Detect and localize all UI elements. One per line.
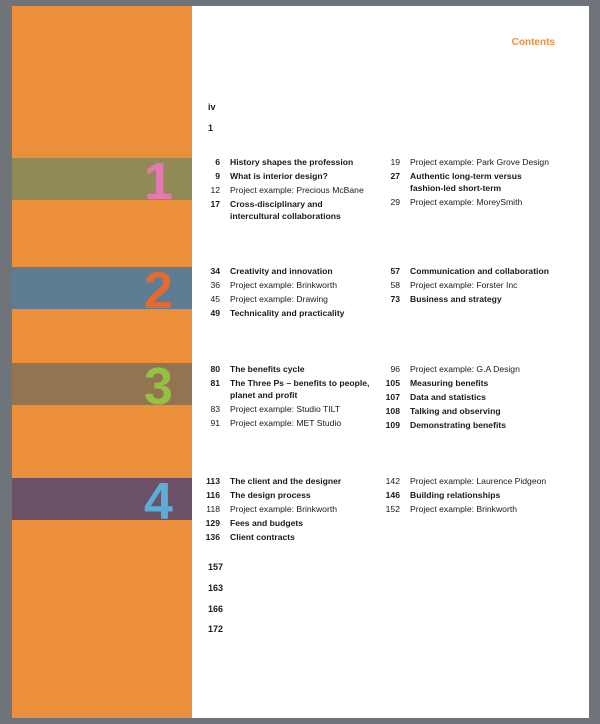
toc-label-index[interactable]: Index bbox=[552, 602, 581, 614]
toc-entry[interactable]: 118 Project example: Brinkworth bbox=[206, 504, 337, 514]
toc-label-image-credits[interactable]: Image credits bbox=[510, 622, 581, 634]
toc-label-bibliography[interactable]: Bibliography bbox=[513, 581, 581, 593]
chapter-4-entries-left bbox=[198, 475, 370, 545]
toc-label-about[interactable]: About the author & Acknowledgements bbox=[477, 88, 581, 113]
chapter-numeral-2: 2 bbox=[144, 262, 172, 320]
toc-entry[interactable]: 27 Authentic long-term versus fashion-led short-term bbox=[390, 171, 522, 193]
chapter-2-entries-left bbox=[198, 265, 370, 321]
toc-entry[interactable]: 107 Data and statistics bbox=[385, 392, 486, 402]
chapter-title-1[interactable]: Defining Interiors bbox=[489, 141, 581, 153]
toc-entry[interactable]: 105 Measuring benefits bbox=[385, 378, 489, 388]
toc-entry[interactable]: 81 The Three Ps – benefits to people, planet and profit bbox=[210, 378, 370, 400]
toc-entry[interactable]: 58 Project example: Forster Inc bbox=[390, 280, 518, 290]
page-title: Contents bbox=[511, 37, 555, 48]
toc-entry[interactable]: 49 Technicality and practicality bbox=[210, 308, 345, 318]
toc-entry[interactable]: 129 Fees and budgets bbox=[205, 518, 304, 528]
toc-entry[interactable]: 108 Talking and observing bbox=[385, 406, 501, 416]
chapter-title-3[interactable]: The Benefits of Interior Design bbox=[420, 336, 581, 348]
toc-entry[interactable]: 73 Business and strategy bbox=[390, 294, 502, 304]
toc-entry[interactable]: 36 Project example: Brinkworth bbox=[210, 280, 337, 290]
toc-entry[interactable]: 9 What is interior design? bbox=[215, 171, 328, 181]
toc-entry[interactable]: 91 Project example: MET Studio bbox=[210, 418, 342, 428]
toc-page-bibliography: 163 bbox=[208, 583, 224, 593]
chapter-3-entries-right bbox=[378, 363, 550, 433]
contents-page bbox=[12, 6, 589, 718]
chapter-1-entries-right bbox=[378, 156, 550, 210]
chapter-title-2[interactable]: The Toolkit bbox=[523, 251, 581, 263]
toc-entry[interactable]: 116 The design process bbox=[206, 490, 311, 500]
toc-entry[interactable]: 136 Client contracts bbox=[205, 532, 295, 542]
toc-entry[interactable]: 80 The benefits cycle bbox=[210, 364, 305, 374]
toc-entry[interactable]: 6 History shapes the profession bbox=[215, 157, 354, 167]
toc-page-image-credits: 172 bbox=[208, 624, 224, 634]
chapter-numeral-3: 3 bbox=[144, 358, 172, 416]
chapter-title-4[interactable]: The Client-Designer Relationship bbox=[477, 444, 581, 469]
toc-label-end-notes[interactable]: End Notes bbox=[526, 560, 581, 572]
toc-entry[interactable]: 12 Project example: Precious McBane bbox=[210, 185, 364, 195]
chapter-3-entries-left bbox=[198, 363, 370, 431]
chapter-1-entries-left bbox=[198, 156, 370, 224]
toc-entry[interactable]: 45 Project example: Drawing bbox=[210, 294, 328, 304]
chapter-numeral-1: 1 bbox=[144, 153, 172, 211]
toc-entry[interactable]: 146 Building relationships bbox=[385, 490, 501, 500]
chapter-4-entries-right bbox=[378, 475, 550, 517]
toc-entry[interactable]: 109 Demonstrating benefits bbox=[385, 420, 506, 430]
toc-page-about: iv bbox=[208, 102, 216, 112]
toc-label-introduction[interactable]: Introduction bbox=[516, 121, 581, 133]
toc-entry[interactable]: 83 Project example: Studio TILT bbox=[210, 404, 341, 414]
chapter-2-entries-right bbox=[378, 265, 550, 307]
toc-entry[interactable]: 19 Project example: Park Grove Design bbox=[390, 157, 549, 167]
chapter-numeral-4: 4 bbox=[144, 473, 172, 531]
toc-entry[interactable]: 17 Cross-disciplinary and intercultural collaborations bbox=[210, 199, 341, 221]
toc-page-end-notes: 157 bbox=[208, 562, 224, 572]
toc-page-index: 166 bbox=[208, 604, 224, 614]
toc-entry[interactable]: 57 Communication and collaboration bbox=[390, 266, 549, 276]
toc-entry[interactable]: 152 Project example: Brinkworth bbox=[385, 504, 517, 514]
toc-entry[interactable]: 96 Project example: G.A Design bbox=[390, 364, 520, 374]
toc-entry[interactable]: 142 Project example: Laurence Pidgeon bbox=[385, 476, 547, 486]
toc-entry[interactable]: 113 The client and the designer bbox=[206, 476, 342, 486]
toc-page-introduction: 1 bbox=[208, 123, 214, 133]
toc-entry[interactable]: 34 Creativity and innovation bbox=[210, 266, 333, 276]
toc-entry[interactable]: 29 Project example: MoreySmith bbox=[390, 197, 523, 207]
